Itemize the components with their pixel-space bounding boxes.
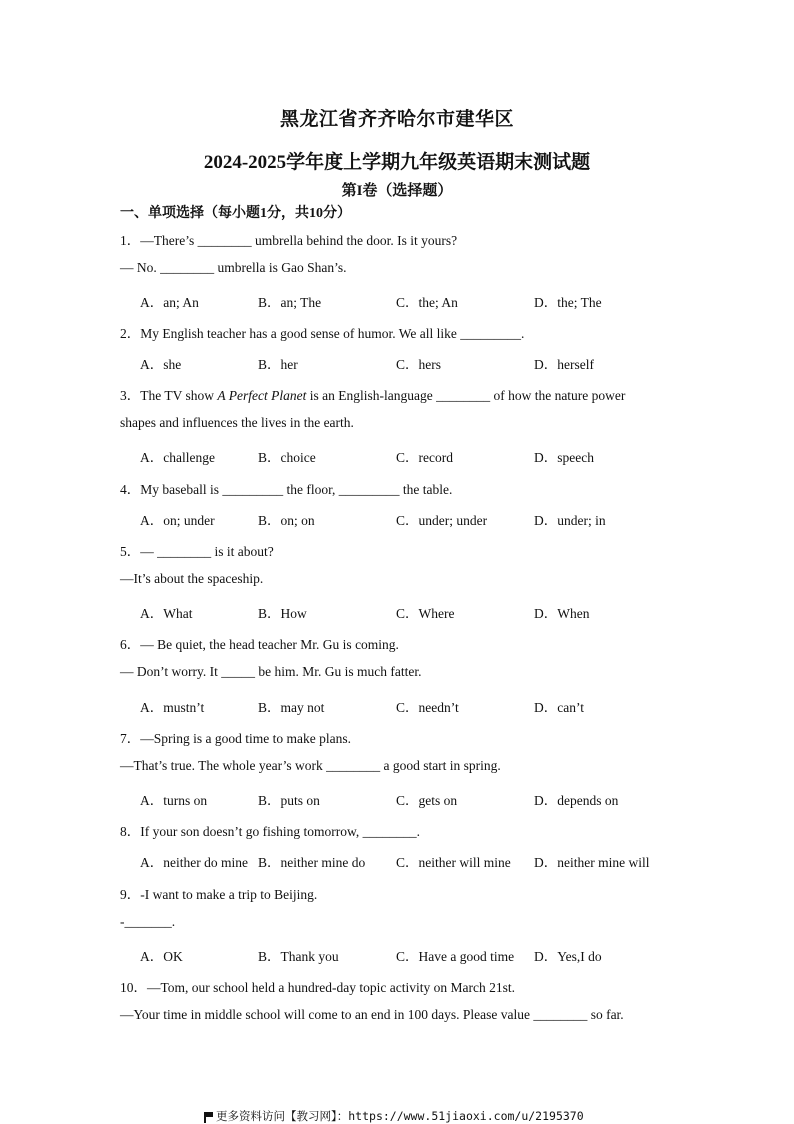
question-2-option-c: C．hers [396,357,441,372]
question-4-option-d: D．under; in [534,513,606,528]
region-title: 黑龙江省齐齐哈尔市建华区 [279,109,514,130]
question-3-option-c: C．record [396,450,453,465]
question-6-stem: 6．— Be quiet, the head teacher Mr. Gu is coming. [120,637,399,652]
question-5-stem: 5．— ________ is it about? [120,544,274,559]
question-4-option-b: B．on; on [258,513,315,528]
question-6-option-a: A．mustn’t [140,700,205,715]
question-9-stem: 9．-I want to make a trip to Beijing. [120,887,318,902]
question-6-option-b: B．may not [258,700,325,715]
question-8-stem: 8．If your son doesn’t go fishing tomorrow, ________. [120,824,420,839]
exam-title: 2024-2025学年度上学期九年级英语期末测试题 [203,152,591,173]
question-1-option-c: C．the; An [396,295,458,310]
question-7-option-a: A．turns on [140,793,208,808]
question-3-option-a: A．challenge [140,450,215,465]
question-5-option-d: D．When [534,606,590,621]
question-5-option-a: A．What [140,606,193,621]
question-3-show-title: A Perfect Planet [217,388,307,403]
question-7-option-b: B．puts on [258,793,320,808]
question-9-option-c: C．Have a good time [396,949,515,964]
question-5-option-b: B．How [258,606,307,621]
question-7-option-d: D．depends on [534,793,619,808]
question-2-option-d: D．herself [534,357,594,372]
question-8-option-d: D．neither mine will [534,855,650,870]
question-2-stem: 2．My English teacher has a good sense of humor. We all like _________. [120,326,525,341]
question-7-option-c: C．gets on [396,793,458,808]
question-8-option-a: A．neither do mine [140,855,248,870]
question-6-reply: — Don’t worry. It _____ be him. Mr. Gu is much fatter. [120,664,422,679]
question-8-option-b: B．neither mine do [258,855,366,870]
question-9-option-d: D．Yes,I do [534,949,602,964]
question-4-option-c: C．under; under [396,513,488,528]
question-6-option-c: C．needn’t [396,700,459,715]
question-8-option-c: C．neither will mine [396,855,511,870]
question-4-option-a: A．on; under [140,513,215,528]
question-5-option-c: C．Where [396,606,455,621]
footer-text[interactable]: 更多资料访问【教习网】：https://www.51jiaoxi.com/u/2195370 [216,1109,584,1123]
question-3-stem-continued: shapes and influences the lives in the earth. [120,415,354,430]
question-9-option-a: A．OK [140,949,183,964]
question-10-reply: —Your time in middle school will come to an end in 100 days. Please value ________ so far. [120,1007,624,1022]
volume-title: 第I卷（选择题） [341,183,453,199]
question-6-option-d: D．can’t [534,700,584,715]
question-3-option-d: D．speech [534,450,594,465]
section-heading: 一、单项选择（每小题1分，共10分） [120,206,351,221]
question-1-stem: 1．—There’s ________ umbrella behind the door. Is it yours? [120,233,458,248]
question-3-stem-end: is an English-language ________ of how the nature power [306,388,626,403]
question-3-option-b: B．choice [258,450,316,465]
question-3-stem [120,384,625,404]
question-2-option-b: B．her [258,357,298,372]
question-1-option-b: B．an; The [258,295,322,310]
question-7-stem: 7．—Spring is a good time to make plans. [120,731,351,746]
question-9-option-b: B．Thank you [258,949,339,964]
footer-link[interactable] [204,1108,584,1124]
question-4-stem: 4．My baseball is _________ the floor, _________ the table. [120,482,453,497]
question-10-stem: 10．—Tom, our school held a hundred-day topic activity on March 21st. [120,980,515,995]
question-7-reply: —That’s true. The whole year’s work ________ a good start in spring. [120,758,501,773]
flag-icon [204,1112,212,1121]
question-5-reply: —It’s about the spaceship. [120,571,264,586]
question-1-reply: — No. ________ umbrella is Gao Shan’s. [120,260,347,275]
question-1-option-d: D．the; The [534,295,602,310]
question-1-option-a: A．an; An [140,295,199,310]
question-3-stem-start: 3．The TV show [120,388,218,403]
question-2-option-a: A．she [140,357,182,372]
question-9-reply: -_______. [120,914,176,929]
